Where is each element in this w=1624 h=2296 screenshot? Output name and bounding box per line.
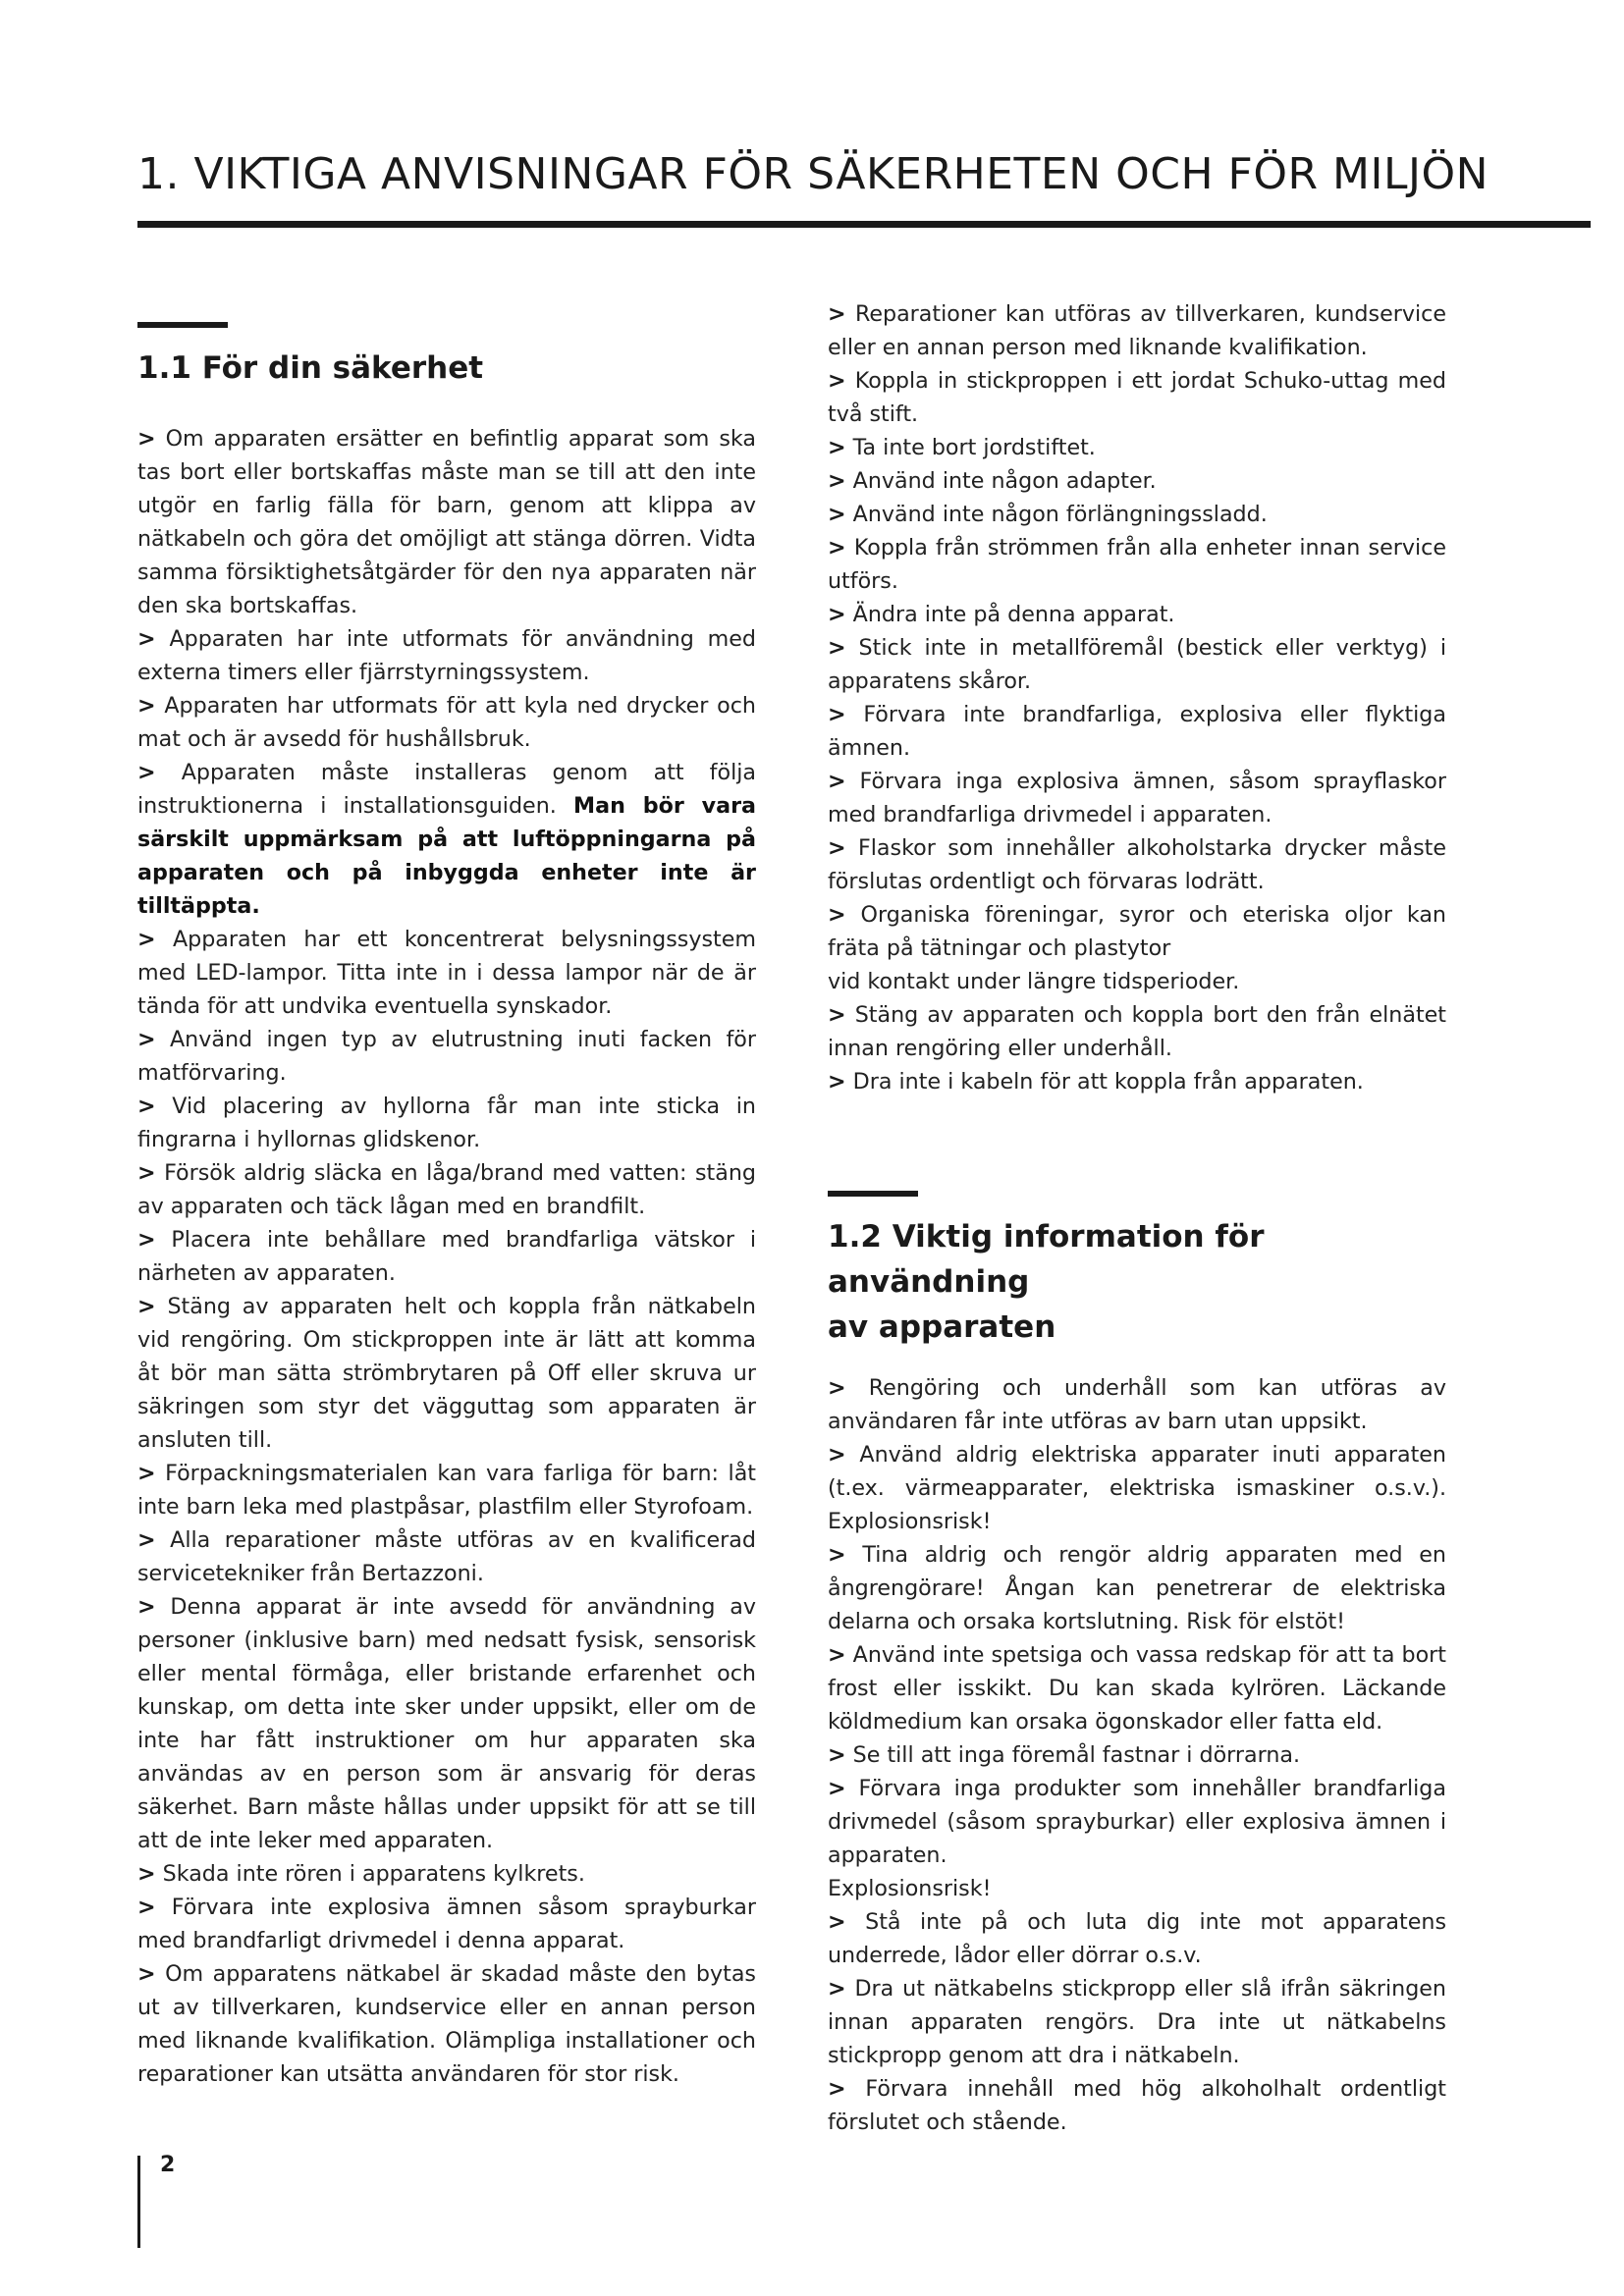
- section-marker: [137, 322, 228, 328]
- page-title: 1. VIKTIGA ANVISNINGAR FÖR SÄKERHETEN OCH FÖR MILJÖN: [137, 149, 1489, 199]
- bullet-arrow-icon: >: [828, 1069, 846, 1095]
- bullet-arrow-icon: >: [828, 769, 846, 794]
- list-item: > Om apparatens nätkabel är skadad måste den bytas ut av tillverkaren, kundservice eller en annan person med liknande kvalifikation. Olämpliga installationer och reparationer kan utsätta användaren för stor risk.: [137, 1961, 756, 2087]
- bullet-arrow-icon: >: [137, 1961, 156, 1987]
- bullet-arrow-icon: >: [137, 426, 156, 452]
- bullet-arrow-icon: >: [828, 1976, 846, 2002]
- left-column: [137, 322, 756, 2091]
- list-item: > Använd inte någon förlängningssladd.: [828, 502, 1268, 527]
- bullet-arrow-icon: >: [137, 1094, 156, 1119]
- bullet-arrow-icon: >: [828, 835, 846, 861]
- list-item: > Använd aldrig elektriska apparater inuti apparaten (t.ex. värmeapparater, elektriska ismaskiner o.s.v.). Explosionsrisk!: [828, 1442, 1446, 1534]
- list-item: > Stick inte in metallföremål (bestick eller verktyg) i apparatens skåror.: [828, 635, 1446, 694]
- list-item: > Vid placering av hyllorna får man inte sticka in fingrarna i hyllornas glidskenor.: [137, 1094, 756, 1152]
- list-item: > Förvara innehåll med hög alkoholhalt ordentligt förslutet och stående.: [828, 2076, 1446, 2135]
- bullet-arrow-icon: >: [137, 1027, 156, 1052]
- list-item: > Förpackningsmaterialen kan vara farliga för barn: låt inte barn leka med plastpåsar, plastfilm eller Styrofoam.: [137, 1461, 757, 1520]
- bullet-arrow-icon: >: [828, 1642, 846, 1668]
- list-item: > Använd inte någon adapter.: [828, 468, 1157, 494]
- bullet-arrow-icon: >: [828, 1442, 846, 1468]
- list-item: > Stäng av apparaten helt och koppla från nätkabeln vid rengöring. Om stickproppen inte är lätt att komma åt bör man sätta strömbrytaren på Off eller skruva ur säkringen som styr det vägguttag som apparaten är ansluten till.: [137, 1294, 756, 1453]
- bullet-arrow-icon: >: [828, 1002, 846, 1028]
- list-item: > Om apparaten ersätter en befintlig apparat som ska tas bort eller bortskaffas måste man se till att den inte utgör en farlig fälla för barn, genom att klippa av nätkabeln och göra det omöjligt att stänga dörren. Vidta samma försiktighetsåtgärder för den nya apparaten när den ska bortskaffas.: [137, 426, 756, 618]
- list-item: > Reparationer kan utföras av tillverkaren, kundservice eller en annan person med liknande kvalifikation.: [828, 301, 1446, 360]
- list-item: > Flaskor som innehåller alkoholstarka drycker måste förslutas ordentligt och förvaras lodrätt.: [828, 835, 1446, 894]
- list-item: > Rengöring och underhåll som kan utföras av användaren får inte utföras av barn utan uppsikt.: [828, 1375, 1446, 1434]
- bullet-arrow-icon: >: [828, 535, 846, 561]
- list-item: > Placera inte behållare med brandfarliga vätskor i närheten av apparaten.: [137, 1227, 756, 1286]
- list-item-continuation: Explosionsrisk!: [828, 1876, 992, 1901]
- bullet-arrow-icon: >: [137, 626, 156, 652]
- bullet-arrow-icon: >: [828, 502, 846, 527]
- list-item: > Använd inte spetsiga och vassa redskap för att ta bort frost eller isskikt. Du kan skada kylrören. Läckande köldmedium kan orsaka ögonskador eller fatta eld.: [828, 1642, 1446, 1735]
- bullet-arrow-icon: >: [137, 1294, 156, 1319]
- footer-rule: [137, 2156, 140, 2248]
- bullet-arrow-icon: >: [828, 1742, 846, 1768]
- list-item-continuation: vid kontakt under längre tidsperioder.: [828, 969, 1240, 994]
- list-item: > Koppla från strömmen från alla enheter innan service utförs.: [828, 535, 1447, 594]
- list-item: > Ta inte bort jordstiftet.: [828, 435, 1096, 460]
- list-item: > Organiska föreningar, syror och eteriska oljor kan fräta på tätningar och plastytor: [828, 902, 1446, 961]
- bullet-arrow-icon: >: [137, 693, 156, 719]
- bullet-arrow-icon: >: [137, 1594, 156, 1620]
- list-item: > Apparaten har inte utformats för användning med externa timers eller fjärrstyrningssystem.: [137, 626, 756, 685]
- bullet-arrow-icon: >: [137, 760, 156, 785]
- bullet-arrow-icon: >: [137, 927, 156, 952]
- bullet-arrow-icon: >: [828, 368, 846, 394]
- list-item: > Apparaten har ett koncentrerat belysningssystem med LED-lampor. Titta inte in i dessa lampor när de är tända för att undvika eventuella synskador.: [137, 927, 756, 1019]
- list-item: > Denna apparat är inte avsedd för användning av personer (inklusive barn) med nedsatt fysisk, sensorisk eller mental förmåga, eller bristande erfarenhet och kunskap, om detta inte sker under uppsikt, eller om de inte har fått instruktioner om hur apparaten ska användas av en person som är ansvarig för deras säkerhet. Barn måste hållas under uppsikt för att se till att de inte leker med apparaten.: [137, 1594, 756, 1853]
- bullet-arrow-icon: >: [828, 1375, 846, 1401]
- list-item: > Använd ingen typ av elutrustning inuti facken för matförvaring.: [137, 1027, 756, 1086]
- list-item: > Förvara inte brandfarliga, explosiva eller flyktiga ämnen.: [828, 702, 1446, 761]
- right-column: [828, 297, 1446, 2139]
- bullet-arrow-icon: >: [828, 2076, 846, 2102]
- list-item: > Alla reparationer måste utföras av en kvalificerad servicetekniker från Bertazzoni.: [137, 1527, 756, 1586]
- list-item: > Apparaten har utformats för att kyla ned drycker och mat och är avsedd för hushållsbruk.: [137, 693, 756, 752]
- bullet-arrow-icon: >: [828, 1909, 846, 1935]
- list-item: > Tina aldrig och rengör aldrig apparaten med en ångrengörare! Ångan kan penetrerar de elektriska delarna och orsaka kortslutning. Risk för elstöt!: [828, 1542, 1446, 1634]
- bullet-arrow-icon: >: [828, 301, 846, 327]
- list-item: > Apparaten måste installeras genom att följa instruktionerna i installationsguiden. Man bör vara särskilt uppmärksam på att luftöppningarna på apparaten och på inbyggda enheter inte är tilltäppta.: [137, 760, 756, 919]
- list-item: > Förvara inga explosiva ämnen, såsom sprayflaskor med brandfarliga drivmedel i apparaten.: [828, 769, 1446, 828]
- list-item: > Koppla in stickproppen i ett jordat Schuko-uttag med två stift.: [828, 368, 1446, 427]
- bullet-arrow-icon: >: [828, 1776, 846, 1801]
- bullet-arrow-icon: >: [137, 1895, 156, 1920]
- section-heading: 1.1 För din säkerhet: [137, 350, 484, 386]
- list-item: > Ändra inte på denna apparat.: [828, 602, 1175, 627]
- bullet-arrow-icon: >: [828, 635, 846, 661]
- list-item: > Försök aldrig släcka en låga/brand med vatten: stäng av apparaten och täck lågan med en brandfilt.: [137, 1160, 756, 1219]
- list-item: > Dra inte i kabeln för att koppla från apparaten.: [828, 1069, 1364, 1095]
- section-2: [828, 1191, 1446, 2139]
- list-item: > Stå inte på och luta dig inte mot apparatens underrede, lådor eller dörrar o.s.v.: [828, 1909, 1446, 1968]
- bullet-arrow-icon: >: [828, 1542, 846, 1568]
- bullet-arrow-icon: >: [828, 902, 846, 928]
- section-heading: 1.2 Viktig information för användning av apparaten: [828, 1219, 1265, 1345]
- list-item: > Förvara inga produkter som innehåller brandfarliga drivmedel (såsom sprayburkar) eller explosiva ämnen i apparaten.: [828, 1776, 1446, 1868]
- list-item: > Se till att inga föremål fastnar i dörrarna.: [828, 1742, 1301, 1768]
- bullet-arrow-icon: >: [828, 435, 846, 460]
- bullet-arrow-icon: >: [828, 468, 846, 494]
- bullet-arrow-icon: >: [137, 1227, 156, 1253]
- list-item: > Stäng av apparaten och koppla bort den från elnätet innan rengöring eller underhåll.: [828, 1002, 1446, 1061]
- bullet-arrow-icon: >: [137, 1160, 156, 1186]
- bullet-arrow-icon: >: [137, 1461, 156, 1486]
- bullet-arrow-icon: >: [828, 602, 846, 627]
- bullet-arrow-icon: >: [137, 1861, 156, 1887]
- list-item: > Skada inte rören i apparatens kylkrets.: [137, 1861, 585, 1887]
- bullet-arrow-icon: >: [828, 702, 846, 727]
- bullet-arrow-icon: >: [137, 1527, 156, 1553]
- warning-emphasis: Man bör vara särskilt uppmärksam på att luftöppningarna på apparaten och på inbyggda enheter inte är tilltäppta.: [137, 793, 756, 919]
- list-item: > Förvara inte explosiva ämnen såsom sprayburkar med brandfarligt drivmedel i denna apparat.: [137, 1895, 756, 1953]
- section-marker: [828, 1191, 918, 1197]
- page-number: 2: [160, 2153, 176, 2177]
- list-item: > Dra ut nätkabelns stickpropp eller slå ifrån säkringen innan apparaten rengörs. Dra inte ut nätkabelns stickpropp genom att dra i nätkabeln.: [828, 1976, 1446, 2068]
- title-rule: [137, 221, 1591, 228]
